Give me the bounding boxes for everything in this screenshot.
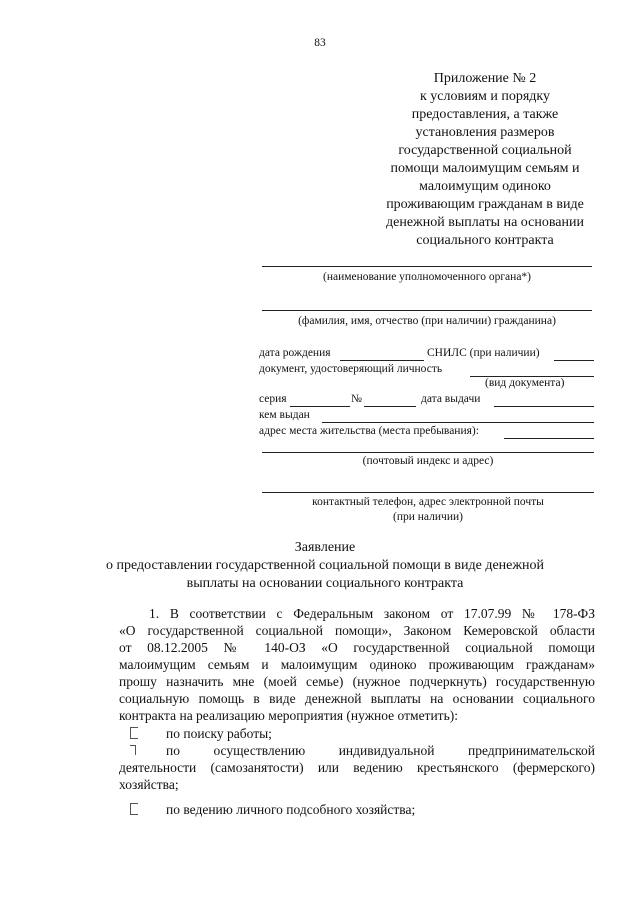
number-sign: № [351, 393, 362, 405]
snils-label: СНИЛС (при наличии) [427, 347, 540, 359]
postal-caption: (почтовый индекс и адрес) [362, 455, 494, 467]
series-field-line[interactable] [290, 406, 350, 407]
appendix-line: государственной социальной [398, 143, 572, 158]
id-document-label: документ, удостоверяющий личность [259, 363, 443, 375]
contact-caption-2: (при наличии) [393, 511, 463, 523]
statement-subtitle-1: о предоставлении государственной социальной помощи в виде денежной [105, 558, 545, 573]
checkbox-icon[interactable] [130, 727, 138, 739]
appendix-line: проживающим гражданам в виде [386, 197, 584, 212]
appendix-line: Приложение № 2 [433, 71, 537, 86]
citizen-name-field-line[interactable] [262, 310, 592, 311]
option-label: по ведению личного подсобного хозяйства; [166, 802, 416, 817]
issued-by-label: кем выдан [259, 409, 310, 421]
issue-date-field-line[interactable] [494, 406, 594, 407]
appendix-block [360, 70, 610, 250]
appendix-line: установления размеров [415, 125, 555, 140]
address-field-line-2[interactable] [262, 452, 594, 453]
statement-subtitle-2: выплаты на основании социального контракта [186, 576, 464, 591]
address-field-line-1[interactable] [504, 438, 594, 439]
birth-date-label: дата рождения [259, 347, 331, 359]
appendix-line: социального контракта [416, 233, 554, 248]
option-label-line: по осуществлению индивидуальной предпринимательской [166, 743, 595, 758]
citizen-caption: (фамилия, имя, отчество (при наличии) гражданина) [298, 315, 556, 327]
option-job-search[interactable] [130, 725, 595, 742]
statement-title: Заявление [294, 540, 356, 555]
paragraph-line: социальную помощь в виде денежной выплаты на основании социального [119, 691, 595, 706]
appendix-line: денежной выплаты на основании [386, 215, 584, 230]
birth-date-field-line[interactable] [340, 360, 424, 361]
appendix-line: к условиям и порядку [419, 89, 551, 104]
paragraph-line: «О государственной социальной помощи», Законом Кемеровской области [119, 623, 595, 638]
number-field-line[interactable] [364, 406, 416, 407]
checkbox-icon[interactable] [130, 745, 136, 755]
page-number: 83 [314, 37, 326, 49]
snils-field-line[interactable] [554, 360, 594, 361]
appendix-line: помощи малоимущим семьям и [390, 161, 580, 176]
paragraph-line: 1. В соответствии с Федеральным законом от 17.07.99 № 178-ФЗ [149, 606, 595, 621]
contact-field-line[interactable] [262, 492, 594, 493]
option-label-line: деятельности (самозанятости) или ведению крестьянского (фермерского) [119, 760, 595, 775]
option-personal-farm[interactable] [130, 801, 595, 818]
doc-type-caption: (вид документа) [485, 377, 565, 389]
series-label: серия [259, 393, 287, 405]
paragraph-line: от 08.12.2005 № 140-ОЗ «О государственной социальной помощи [119, 640, 595, 655]
appendix-line: малоимущим одиноко [419, 179, 551, 194]
option-label-line: хозяйства; [119, 777, 179, 792]
paragraph-line: прошу назначить мне (моей семье) (нужное подчеркнуть) государственную [119, 674, 595, 689]
authority-field-line[interactable] [262, 266, 592, 267]
paragraph-line: контракта на реализацию мероприятия (нужное отметить): [119, 708, 458, 723]
paragraph-line: малоимущим семьям и малоимущим одиноко проживающим гражданам» [119, 657, 595, 672]
option-entrepreneurship[interactable] [130, 742, 595, 759]
checkbox-icon[interactable] [130, 803, 138, 815]
appendix-line: предоставления, а также [411, 107, 559, 122]
option-label: по поиску работы; [166, 726, 272, 741]
contact-caption-1: контактный телефон, адрес электронной почты [312, 496, 544, 508]
issued-by-field-line[interactable] [322, 422, 594, 423]
authority-caption: (наименование уполномоченного органа*) [322, 271, 532, 283]
issue-date-label: дата выдачи [421, 393, 481, 405]
body-paragraph [119, 605, 595, 724]
address-label: адрес места жительства (места пребывания): [259, 425, 479, 437]
